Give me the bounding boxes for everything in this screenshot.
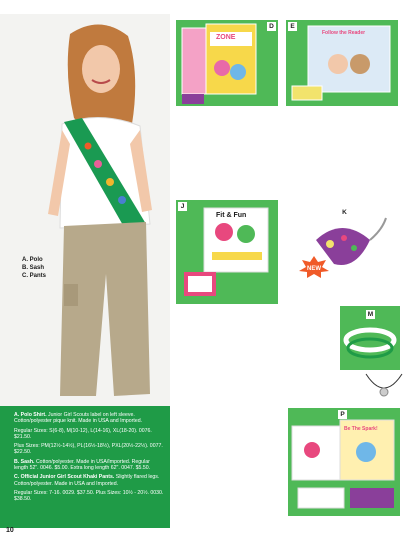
desc-head: Follow The Reader Bilingual Book. 26053. $5.95.	[286, 158, 387, 171]
desc-head: Junior Booklet. 26062. $3.00.	[176, 170, 246, 177]
reader-book-title: Follow the Reader	[322, 30, 366, 36]
panel-letter: P	[338, 410, 347, 419]
desc-head: Follow The Reader Patch. 26859. 90¢.	[286, 170, 377, 177]
desc-body: This exciting sports and fitness project is for girls ages 9-11. Fit and Fun has ten different skill sets activity cards for jumping rope, fitness fun, throwing and catching, kicking, volleying, batting, dribbling and passing, and team building. Also included is an adult guide, a poster, tracking grid. 26155. $15.50.	[176, 315, 278, 365]
description-d	[176, 127, 280, 183]
desc-head: K. NEW! Leatherette Keychain.	[176, 414, 251, 420]
desc-body: Two wide printed bands and two thin solid bands in jade and pink. Made in the USA and Imported. 12373. $3.50. Pkg. of 4.	[176, 451, 282, 476]
desc-head: C. Official Junior Girl Scout Khaki Pants.	[14, 474, 115, 481]
photo-labels	[22, 256, 46, 280]
desc-head: Guide for Adults. 26005. $2.00.	[176, 164, 250, 171]
description-j	[176, 309, 280, 371]
uniform-photo-panel	[0, 14, 170, 406]
desc-head: B. Sash.	[14, 458, 35, 465]
product-panel-p	[288, 408, 400, 516]
fit-fun-title: Fit & Fun	[216, 212, 247, 219]
photo-label: C. Pants	[22, 273, 47, 279]
zone-books-image	[176, 20, 278, 106]
desc-body: Slightly flared legs. Cotton/polyester. Made in USA and Imported.	[14, 474, 160, 487]
desc-body: Plus Sizes: PM(12½-14½), PL(16½-18½), PXL(20½-22½). 0077. $22.50.	[14, 443, 163, 456]
left-description-block	[14, 412, 164, 506]
panel-letter: E	[288, 22, 297, 31]
description-e	[286, 127, 400, 177]
desc-body: This big keychain with heavy-duty hook is great to hang on a belt loop or on your backpack. Imported. 11443. $4.50.	[176, 414, 282, 439]
new-badge-text: NEW	[307, 266, 321, 272]
product-panel-d	[176, 20, 278, 106]
desc-head: L. Junior Girl Scout Bunchie.	[176, 438, 247, 445]
photo-label: A. Polo	[22, 257, 43, 263]
desc-head: Junior Photo Patch. 26705. 90¢.	[176, 176, 253, 183]
spark-kit-title: Be The Spark!	[344, 426, 378, 432]
desc-head: N. Junior Girl Scout Necklace.	[176, 476, 249, 483]
product-panel-e	[286, 20, 398, 106]
desc-head: J. For Junior Girl Scouts: GirlSports-Fit & Fun Adult Guide and Activity Cards.	[176, 309, 277, 322]
panel-letter: M	[367, 311, 374, 318]
desc-head: Fit & Fun Patch. 26156. 75¢.	[176, 364, 244, 371]
spark-kit-image	[288, 408, 400, 516]
girl-in-uniform-photo	[0, 14, 170, 406]
desc-body: Junior Girl Scouts label on left sleeve. Cotton/polyester pique knit. Made in USA and Imported.	[14, 412, 143, 425]
photo-label: B. Sash	[22, 265, 45, 271]
desc-body: Cotton/polyester. Made in USA/Imported. Regular length 52". 0046. $5.00. Extra long length 62". 0047. $5.50.	[14, 458, 151, 472]
description-klmn	[176, 414, 286, 495]
desc-body: Based on the five objectives of the White House literacy initiative No Child Left Behind: phonemic awareness, phonics, fluency, vocabulary and comprehension.	[286, 133, 399, 158]
desc-body: Polyester/cotton knit. Made in USA and Imported. 12372. $4.25.	[176, 438, 285, 452]
necklace-image	[364, 372, 404, 402]
panel-letter: D	[267, 22, 276, 31]
panel-letter: J	[178, 202, 187, 211]
desc-body: Regular Sizes: S(6-8), M(10-12), L(14-16), XL(18-20). 0076. $21.50.	[14, 427, 152, 440]
product-panel-k	[286, 200, 398, 304]
desc-body: Encourages girls to find their "zone" by living a healthy and drug free life. An accompanying adult guide provides advisors and parents with the tools they need to help young people stay drug free.	[176, 133, 280, 165]
desc-head: D. In the Zone: Living Drug Free.	[176, 127, 255, 133]
new-burst-badge	[299, 256, 329, 278]
desc-body: Regular Sizes: 7-16. 0029. $37.50. Plus Sizes: 10½ - 20½. 0030. $38.50.	[14, 489, 164, 503]
desc-head: A. Polo Shirt.	[14, 412, 47, 418]
page-number: 10	[6, 527, 14, 534]
desc-body: Silvertone charms on black cord necklace. Approximately 16" with adjustable extension. 12057. $10.00.	[176, 476, 281, 495]
zone-book-title: ZONE	[216, 34, 236, 41]
desc-head: E. Follow The Reader: A Bilingual Girl Scout Family Reading Project.	[286, 127, 393, 140]
product-panel-m	[340, 306, 400, 370]
panel-letter: K	[340, 208, 349, 217]
product-panel-j	[176, 200, 278, 304]
desc-head: M. Junior Girl Scout Stretch Hairbands.	[176, 451, 272, 458]
